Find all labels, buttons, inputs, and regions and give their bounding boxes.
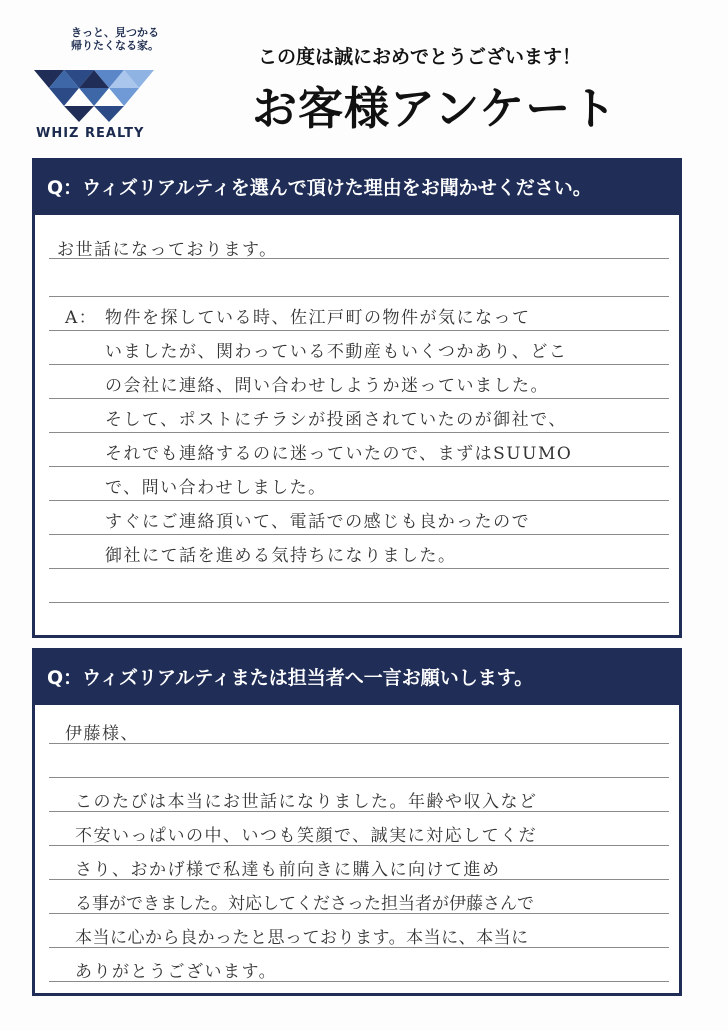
ruled-line [49, 330, 669, 331]
ruled-line [49, 296, 669, 297]
answer-2-line: さり、おかげ様で私達も前向きに購入に向けて進め [75, 860, 501, 880]
answer-1-line: 御社にて話を進める気持ちになりました。 [105, 546, 457, 566]
ruled-line [49, 777, 669, 778]
answer-1-line: いましたが、関わっている不動産もいくつかあり、どこ [105, 342, 568, 362]
ruled-line [49, 568, 669, 569]
ruled-line [49, 500, 669, 501]
answer-1-line: そして、ポストにチラシが投函されていたのが御社で、 [105, 410, 567, 430]
answer-2-greeting: 伊藤様、 [65, 724, 139, 744]
ruled-line [49, 432, 669, 433]
answer-2-line: る事ができました。対応してくださった担当者が伊藤さんで [75, 894, 534, 914]
answer-2-line: 本当に心から良かったと思っております。本当に、本当に [75, 928, 529, 948]
question-2-heading: Q：ウィズリアルティまたは担当者へ一言お願いします。 [35, 651, 679, 705]
tagline-line-2: 帰りたくなる家。 [71, 39, 159, 52]
answer-1-line: すぐにご連絡頂いて、電話での感じも良かったので [105, 512, 531, 532]
answer-1-line: 物件を探している時、佐江戸町の物件が気になって [105, 308, 531, 328]
answer-2-line: このたびは本当にお世話になりました。年齢や収入など [75, 792, 538, 812]
answer-1-greeting: お世話になっております。 [57, 240, 278, 260]
answer-2-line: ありがとうございます。 [75, 962, 278, 982]
ruled-line [49, 398, 669, 399]
brand-name: WHIZ REALTY [36, 126, 145, 141]
header [0, 0, 728, 155]
question-2-section [32, 648, 682, 996]
ruled-line [49, 743, 669, 744]
question-1-section [32, 158, 682, 638]
ruled-line [49, 534, 669, 535]
tagline-line-1: きっと、見つかる [71, 26, 159, 39]
whiz-realty-logo [28, 26, 178, 146]
question-1-heading: Q：ウィズリアルティを選んで頂けた理由をお聞かせください。 [35, 161, 679, 215]
triangle-mosaic-icon [34, 70, 172, 122]
page-title: お客様アンケート [252, 82, 618, 135]
ruled-line [49, 466, 669, 467]
congratulations-subtitle: この度は誠におめでとうございます！ [258, 46, 582, 68]
answer-1-line: の会社に連絡、問い合わせしようか迷っていました。 [105, 376, 549, 396]
answer-1-line: それでも連絡するのに迷っていたので、まずはSUUMO [105, 444, 573, 464]
answer-2-line: 不安いっぱいの中、いつも笑顔で、誠実に対応してくだ [75, 826, 538, 846]
answer-marker: A： [65, 308, 98, 328]
ruled-line [49, 364, 669, 365]
answer-1-line: で、問い合わせしました。 [105, 478, 327, 498]
logo-tagline [50, 26, 180, 52]
ruled-line [49, 602, 669, 603]
